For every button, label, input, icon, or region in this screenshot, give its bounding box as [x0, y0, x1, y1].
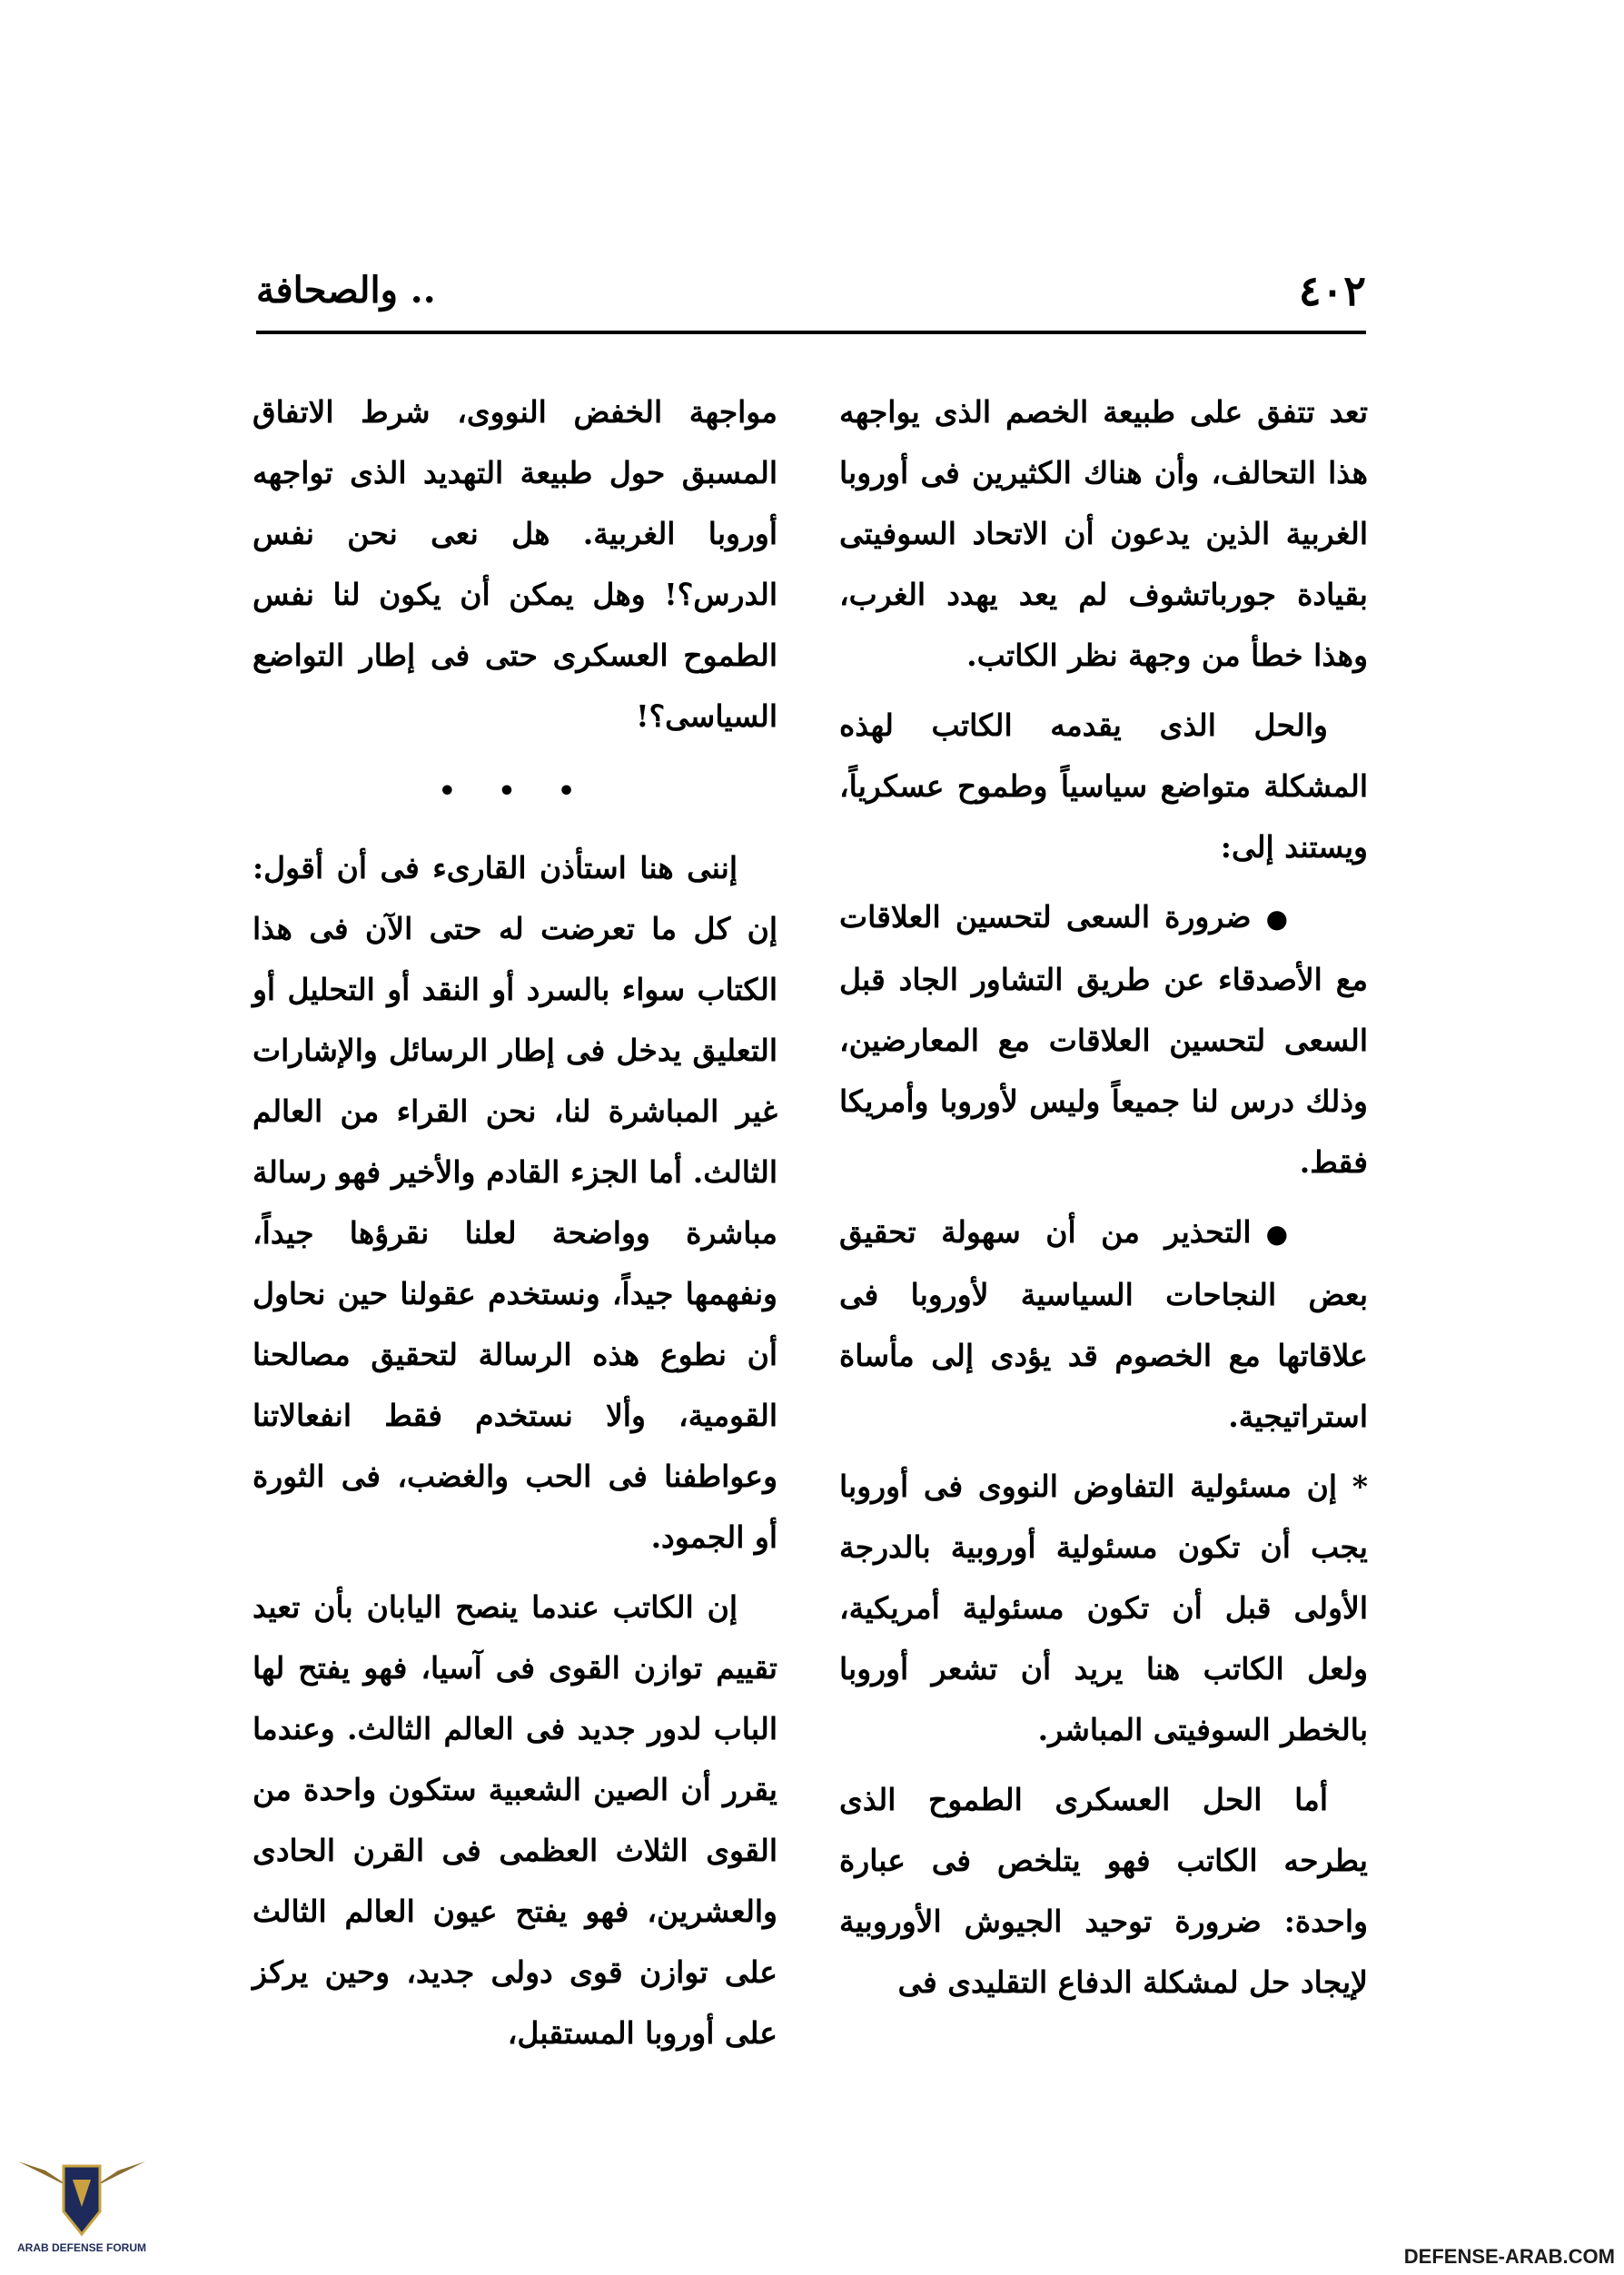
- left-paragraph-2: إننى هنا استأذن القارىء فى أن أقول: إن كل ما تعرضت له حتى الآن فى هذا الكتاب سواء بالسرد أو النقد أو التحليل أو التعليق يدخل فى إطار الرسائل والإشارات غير المباشرة لنا، نحن القراء من العالم الثالث. أما الجزء القادم والأخير فهو رسالة مباشرة وواضحة لعلنا نقرؤها جيداً، ونفهمها جيداً، ونستخدم عقولنا حين نحاول أن نطوع هذه الرسالة لتحقيق مصالحنا القومية، وألا نستخدم فقط انفعالاتنا وعواطفنا فى الحب والغضب، فى الثورة أو الجمود.: [253, 850, 777, 1555]
- right-paragraph-2: والحل الذى يقدمه الكاتب لهذه المشكلة متواضع سياسياً وطموح عسكرياً، ويستند إلى:: [839, 707, 1368, 865]
- forum-logo: [9, 2143, 154, 2270]
- bullet-item-2: [839, 1202, 1368, 1447]
- right-column: [839, 381, 1368, 2022]
- bullet-text-1: ضرورة السعى لتحسين العلاقات مع الأصدقاء عن طريق التشاور الجاد قبل السعى لتحسين العلاقات مع المعارضين، وذلك درس لنا جميعاً وليس لأوروبا وأمريكا فقط.: [839, 899, 1368, 1180]
- left-column: [253, 381, 777, 2072]
- logo-label: ARAB DEFENSE FORUM: [16, 2241, 146, 2254]
- site-watermark: DEFENSE-ARAB.COM: [1403, 2245, 1615, 2268]
- eagle-shield-icon: [9, 2143, 154, 2243]
- section-separator: • • •: [438, 776, 592, 807]
- header-rule: [256, 331, 1366, 334]
- bullet-icon: ●: [1265, 904, 1288, 934]
- star-text: إن مسئولية التفاوض النووى فى أوروبا يجب أن تكون مسئولية أوروبية بالدرجة الأولى قبل أن تكون مسئولية أمريكية، ولعل الكاتب هنا يريد أن تشعر أوروبا بالخطر السوفيتى المباشر.: [839, 1469, 1368, 1747]
- running-title: .. والصحافة: [256, 269, 436, 312]
- left-paragraph-1: مواجهة الخفض النووى، شرط الاتفاق المسبق حول طبيعة التهديد الذى تواجهه أوروبا الغربية. هل نعى نحن نفس الدرس؟! وهل يمكن أن يكون لنا نفس الطموح العسكرى حتى فى إطار التواضع السياسى؟!: [253, 394, 777, 734]
- left-paragraph-3: إن الكاتب عندما ينصح اليابان بأن تعيد تقييم توازن القوى فى آسيا، فهو يفتح لها الباب لدور جديد فى العالم الثالث. وعندما يقرر أن الصين الشعبية ستكون واحدة من القوى الثلاث العظمى فى القرن الحادى والعشرين، فهو يفتح عيون العالم الثالث على توازن قوى دولى جديد، وحين يركز على أوروبا المستقبل،: [253, 1589, 777, 2051]
- page-number: ٤٠٢: [1298, 266, 1366, 315]
- right-paragraph-3: أما الحل العسكرى الطموح الذى يطرحه الكاتب فهو يتلخص فى عبارة واحدة: ضرورة توحيد الجيوش الأوروبية لإيجاد حل لمشكلة الدفاع التقليدى فى: [839, 1782, 1368, 2000]
- star-item: [839, 1456, 1368, 1760]
- running-head: [256, 263, 1366, 318]
- right-paragraph-1: تعد تتفق على طبيعة الخصم الذى يواجهه هذا التحالف، وأن هناك الكثيرين فى أوروبا الغربية الذين يدعون أن الاتحاد السوفيتى بقيادة جورباتشوف لم يعد يهدد الغرب، وهذا خطأ من وجهة نظر الكاتب.: [839, 394, 1368, 673]
- star-marker: *: [1352, 1469, 1368, 1504]
- bullet-icon: ●: [1265, 1219, 1288, 1249]
- bullet-item-1: [839, 886, 1368, 1192]
- bullet-text-2: التحذير من أن سهولة تحقيق بعض النجاحات السياسية لأوروبا فى علاقاتها مع الخصوم قد يؤدى إلى مأساة استراتيجية.: [839, 1214, 1368, 1434]
